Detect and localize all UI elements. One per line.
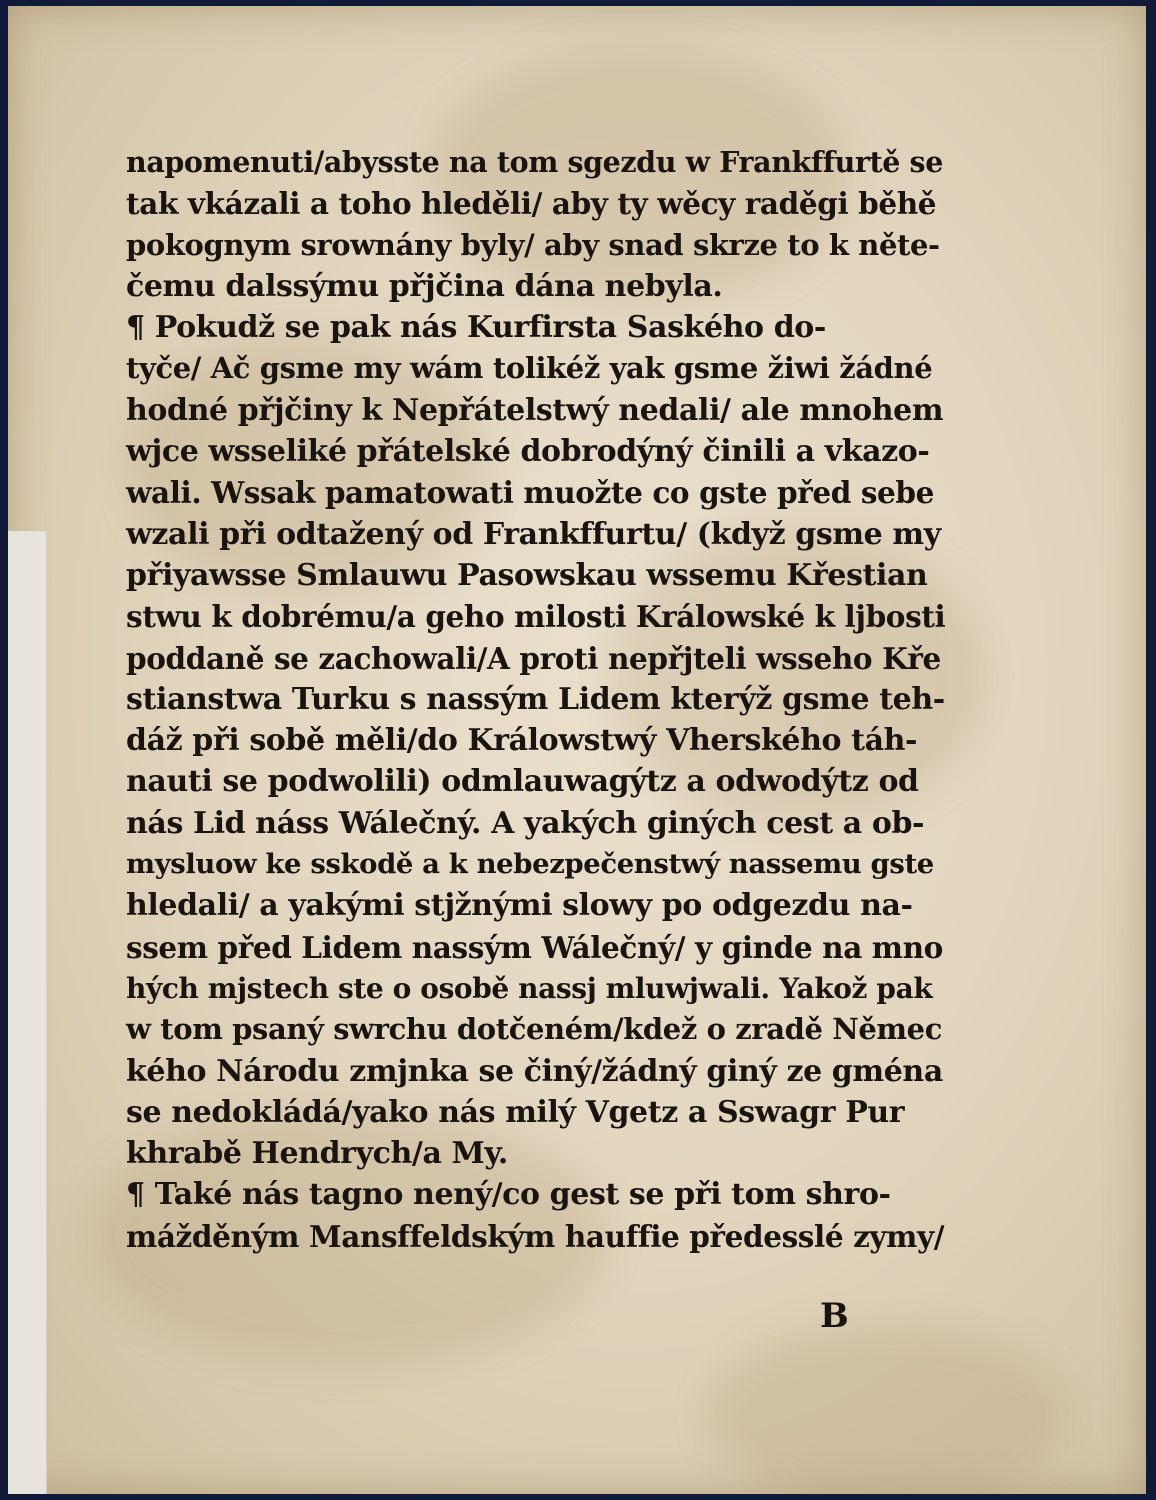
- text-line: khrabě Hendrych/a My.: [126, 1136, 508, 1172]
- text-line: hledali/ a yakými stjžnými slowy po odgezdu na-: [126, 888, 913, 924]
- text-line: pokognym srownány byly/ aby snad skrze to k něte-: [126, 227, 940, 262]
- paragraph-start-line: ¶ Také nás tagno nený/co gest se při tom shro-: [126, 1177, 891, 1213]
- page-edge-strip: [8, 531, 47, 1494]
- text-line: hých mjstech ste o osobě nassj mluwjwali. Yakož pak: [126, 971, 933, 1005]
- text-line: čemu dalssýmu přjčina dána nebyla.: [126, 268, 723, 304]
- text-line: kého Národu zmjnka se činý/žádný giný ze gména: [126, 1053, 943, 1089]
- text-line: stwu k dobrému/a geho milosti Králowské k ljbosti: [126, 599, 946, 635]
- text-line: mážděným Mansffeldským hauffie předesslé zymy/: [126, 1218, 945, 1254]
- paper-stain: [708, 1326, 1068, 1494]
- text-line: wali. Wssak pamatowati muožte co gste před sebe: [126, 475, 934, 511]
- text-line: nás Lid náss Wálečný. A yakých giných cest a ob-: [126, 805, 925, 841]
- text-line: wjce wsseliké přátelské dobrodýný činili a vkazo-: [126, 434, 930, 470]
- text-line: wzali při odtažený od Frankffurtu/ (když gsme my: [126, 516, 941, 552]
- text-line: stianstwa Turku s nassým Lidem kterýž gsme teh-: [126, 681, 945, 717]
- text-line: napomenuti/abysste na tom sgezdu w Frankffurtě se: [126, 145, 943, 179]
- text-line: se nedokládá/yako nás milý Vgetz a Sswagr Pur: [126, 1094, 905, 1130]
- text-line: přiyawsse Smlauwu Pasowskau wssemu Křestian: [126, 557, 928, 593]
- signature-mark: B: [820, 1296, 849, 1336]
- text-line: ssem před Lidem nassým Wálečný/ y ginde na mno: [126, 929, 943, 965]
- text-line: nauti se podwolili) odmlauwagýtz a odwodýtz od: [126, 764, 919, 800]
- text-line: mysluow ke sskodě a k nebezpečenstwý nassemu gste: [126, 848, 934, 881]
- text-line: tak vkázali a toho hleděli/ aby ty wěcy raděgi běhě: [126, 186, 937, 222]
- body-text: [126, 142, 946, 1257]
- text-line: tyče/ Ač gsme my wám tolikéž yak gsme žiwi žádné: [126, 351, 933, 386]
- text-line: w tom psaný swrchu dotčeném/kdež o zradě Němec: [126, 1012, 942, 1047]
- text-line: poddaně se zachowali/A proti nepřjteli wsseho Kře: [126, 640, 941, 676]
- document-page: [8, 6, 1146, 1494]
- paragraph-start-line: ¶ Pokudž se pak nás Kurfirsta Saského do-: [126, 310, 826, 346]
- text-line: dáž při sobě měli/do Králowstwý Vherského táh-: [126, 723, 918, 759]
- text-line: hodné přjčiny k Nepřátelstwý nedali/ ale mnohem: [126, 392, 944, 428]
